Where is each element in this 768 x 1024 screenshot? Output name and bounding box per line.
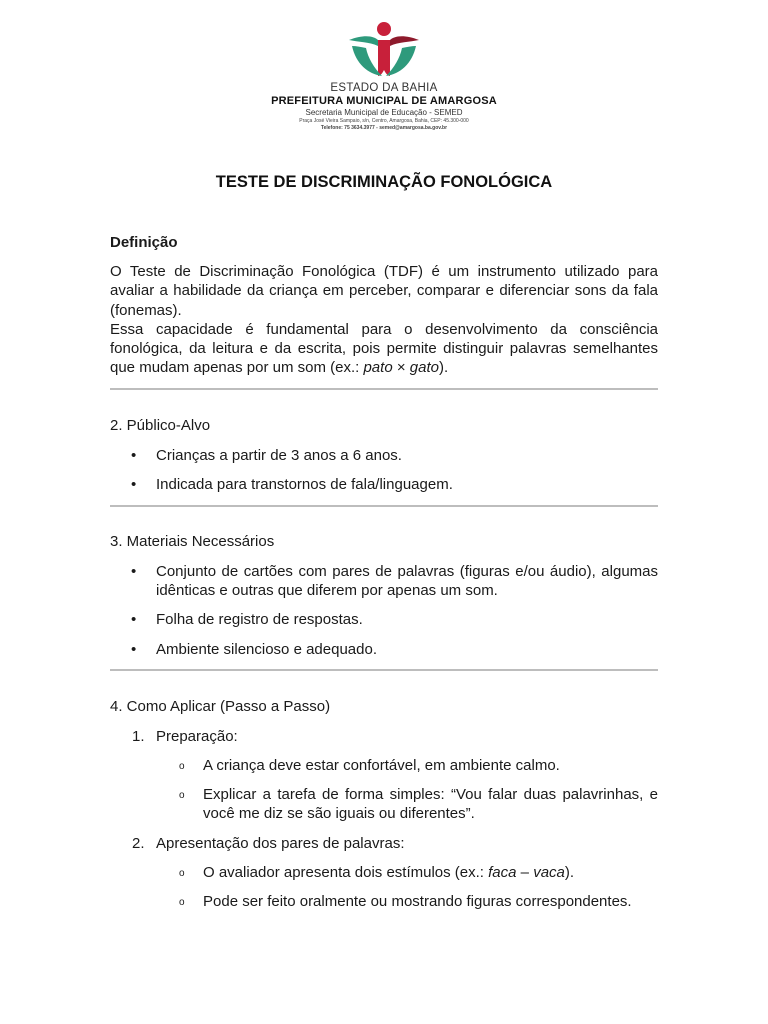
list-item: Conjunto de cartões com pares de palavras (figuras e/ou áudio), algumas idênticas e outras que diferem por apenas um som. [156, 563, 658, 600]
section-divider [110, 669, 658, 671]
sub-list-item: A criança deve estar confortável, em ambiente calmo. [203, 757, 560, 774]
circle-bullet-icon: o [179, 761, 185, 772]
section-divider [110, 505, 658, 507]
definition-heading: Definição [110, 234, 178, 251]
sub-list-item [203, 863, 658, 882]
circle-bullet-icon: o [179, 790, 185, 801]
step-number: 2. [132, 835, 145, 852]
bullet-icon: • [131, 563, 137, 580]
letterhead [0, 20, 768, 132]
list-item: Folha de registro de respostas. [156, 611, 363, 628]
list-item: Indicada para transtornos de fala/linguagem. [156, 476, 453, 493]
definition-para2-start: Essa capacidade é fundamental para o desenvolvimento da consciência fonológica, da leitura e da escrita, pois permite distinguir palavras semelhantes que mudam apenas por um som (ex.: [110, 320, 658, 377]
example-word-gato: gato [409, 359, 439, 377]
circle-bullet-icon: o [179, 868, 185, 879]
list-item: Crianças a partir de 3 anos a 6 anos. [156, 447, 402, 464]
list-item: Ambiente silencioso e adequado. [156, 641, 377, 658]
example-word-vaca: vaca [533, 864, 565, 881]
letterhead-secretaria: Secretaria Municipal de Educação - SEMED [305, 108, 463, 117]
example-separator: – [516, 864, 534, 881]
example-word-faca: faca [488, 864, 517, 881]
sub-list-item: Explicar a tarefa de forma simples: “Vou falar duas palavrinhas, e você me diz se são iguais ou diferentes”. [203, 786, 658, 823]
step-apresentacao-label: Apresentação dos pares de palavras: [156, 835, 405, 852]
document-title: TESTE DE DISCRIMINAÇÃO FONOLÓGICA [215, 173, 553, 191]
sub-item-text-start: O avaliador apresenta dois estímulos (ex.: [203, 864, 489, 881]
definition-para2-end: ). [438, 359, 449, 377]
step-number: 1. [132, 728, 145, 745]
sub-list-item: Pode ser feito oralmente ou mostrando figuras correspondentes. [203, 893, 632, 910]
bullet-icon: • [131, 476, 137, 493]
example-word-pato: pato [363, 359, 393, 377]
letterhead-address: Praça José Vieira Sampaio, s/n, Centro, Amargosa, Bahia, CEP: 45.300-000 [299, 118, 469, 124]
amargosa-figure-logo-icon [344, 20, 424, 78]
bullet-icon: • [131, 447, 137, 464]
letterhead-prefeitura: PREFEITURA MUNICIPAL DE AMARGOSA [271, 95, 497, 107]
section-publico-alvo-heading: 2. Público-Alvo [110, 417, 211, 434]
example-separator: × [392, 359, 410, 377]
section-divider [110, 388, 658, 390]
bullet-icon: • [131, 641, 137, 658]
sub-item-text-end: ). [564, 864, 575, 881]
definition-paragraph [110, 262, 658, 378]
section-como-aplicar-heading: 4. Como Aplicar (Passo a Passo) [110, 698, 331, 715]
letterhead-contact: Telefone: 75 3634.3977 - semed@amargosa.ba.gov.br [320, 125, 448, 131]
circle-bullet-icon: o [179, 897, 185, 908]
letterhead-state: ESTADO DA BAHIA [330, 82, 438, 94]
step-preparacao-label: Preparação: [156, 728, 238, 745]
bullet-icon: • [131, 611, 137, 628]
section-materiais-heading: 3. Materiais Necessários [110, 533, 275, 550]
definition-para1: O Teste de Discriminação Fonológica (TDF) é um instrumento utilizado para avaliar a habilidade da criança em perceber, comparar e diferenciar sons da fala (fonemas). [110, 263, 658, 319]
